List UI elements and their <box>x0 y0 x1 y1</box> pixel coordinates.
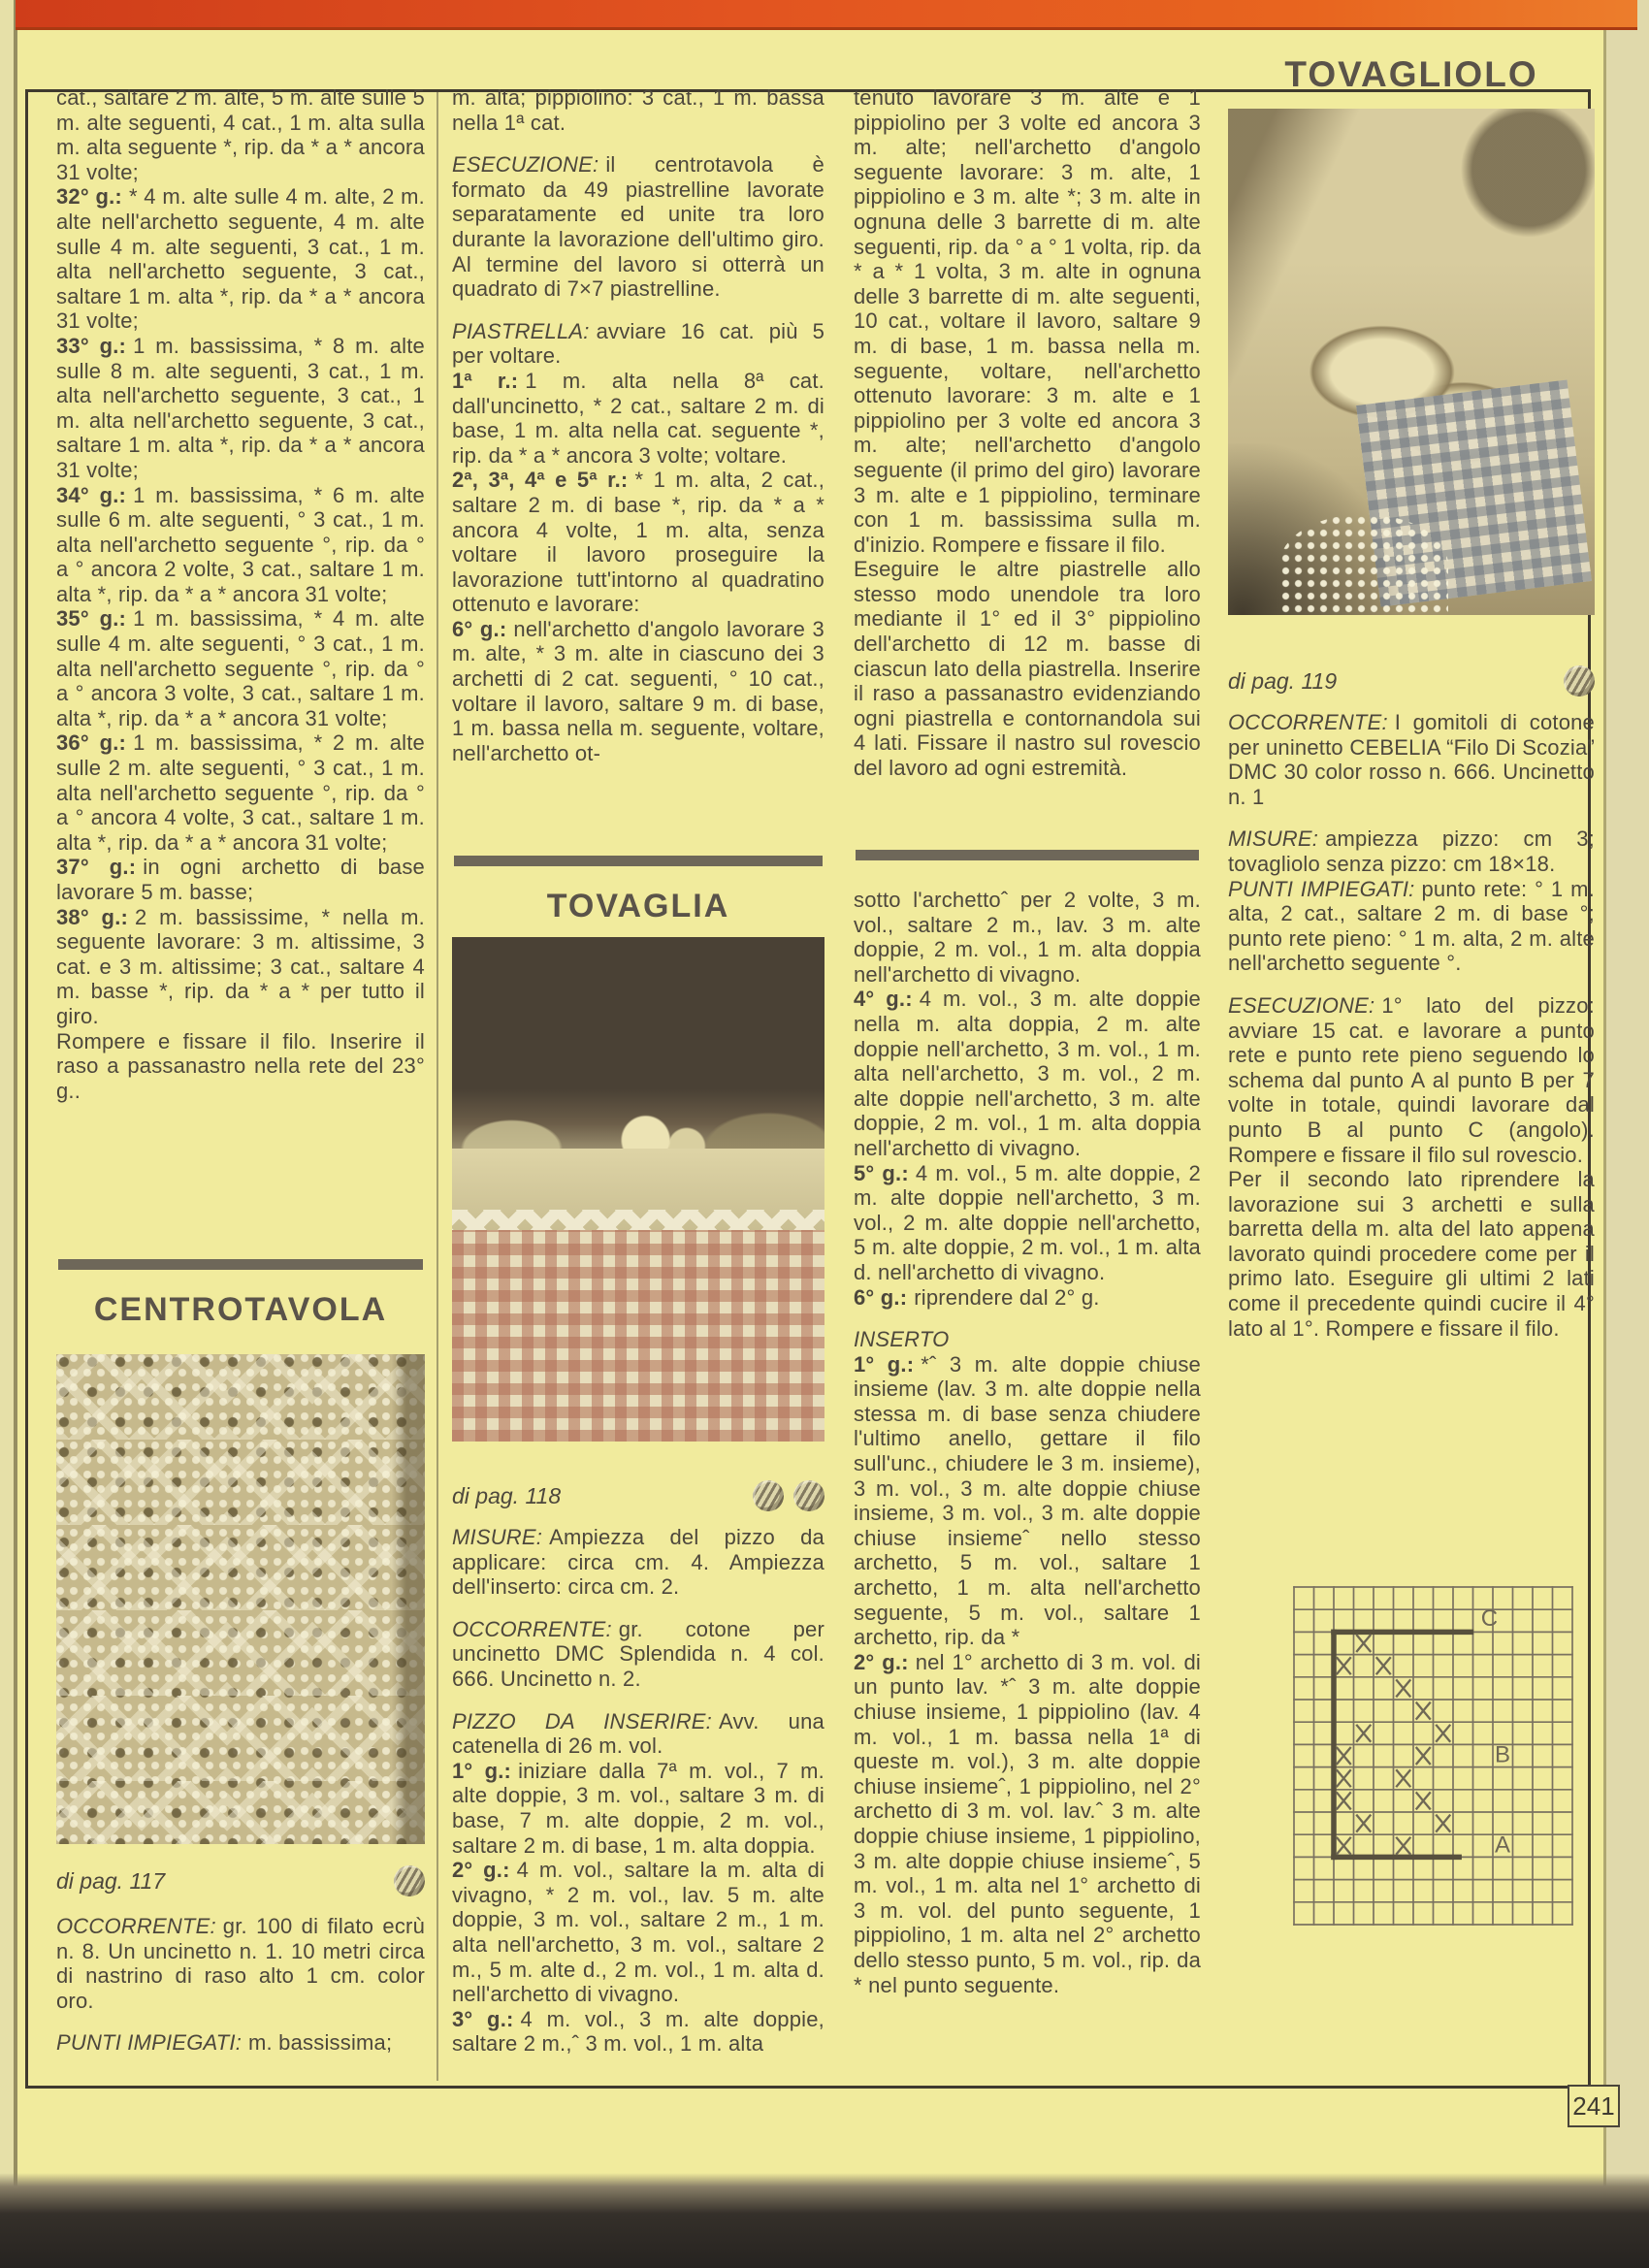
instruction-paragraph <box>56 184 425 334</box>
scan-left-edge <box>0 0 14 2268</box>
section-divider <box>58 1259 423 1270</box>
info-label: OCCORRENTE: <box>56 1914 216 1938</box>
yarn-ball-icon <box>394 1865 425 1896</box>
photo-gingham-cloth <box>452 1230 824 1442</box>
yarn-ball-icon <box>793 1480 824 1511</box>
centrotavola-info <box>56 1914 425 2056</box>
yarn-ball-icon <box>753 1480 784 1511</box>
instruction-paragraph <box>452 152 824 302</box>
instruction-paragraph <box>854 557 1201 780</box>
crochet-chart-svg <box>1292 1585 1574 1927</box>
info-label: OCCORRENTE: <box>1228 710 1388 734</box>
row-text: in ogni archetto di base lavorare 5 m. basse; <box>56 855 425 904</box>
row-label: 6° g.: <box>452 616 507 641</box>
instruction-paragraph <box>56 1029 425 1104</box>
page-reference-row <box>1228 665 1595 697</box>
row-label: 5° g.: <box>854 1160 909 1185</box>
info-label: MISURE: <box>452 1525 543 1549</box>
info-label: PUNTI IMPIEGATI: <box>1228 876 1415 901</box>
info-text: 4 m. vol., saltare la m. alta di vivagno, * 2 m. vol., lav. 5 m. alte doppie, 3 m. vol., saltare 2 m., 1 m. alta nell'archetto, 3 m. vol., saltare 2 m., 5 m. alte d., 2 m. vol., 1 m. alta d. nell'archetto di vivagno. <box>452 1858 824 2007</box>
centrotavola-lace-photo <box>56 1354 425 1844</box>
row-text: 1 m. bassissima, * 2 m. alte sulle 2 m. alte seguenti, ° 3 cat., 1 m. alta nell'archetto seguente °, rip. da ° a ° ancora 4 volte, 3 cat., saltare 1 m. alta *, rip. da * a * ancora 31 volte; <box>56 730 425 855</box>
svg-text:C: C <box>1480 1605 1499 1633</box>
info-text: Ampiezza del pizzo da applicare: circa cm. 4. Ampiezza dell'inserto: circa cm. 2. <box>452 1525 824 1600</box>
row-text: il centrotavola è formato da 49 piastrelline lavorate separatamente ed unite tra loro durante la lavorazione dell'ultimo giro. Al termine del lavoro si otterrà un quadrato di 7×7 piastrelline. <box>452 152 824 302</box>
tovagliolo-photo <box>1228 109 1595 615</box>
page-reference: di pag. 119 <box>1228 667 1338 694</box>
scan-left-line <box>14 0 17 2268</box>
row-text: nel 1° archetto di 3 m. vol. di un punto lav. *ˆ 3 m. alte doppie chiuse insieme, 1 pippiolino (lav. 4 m. vol., 1 m. bassa nella 1ª di queste m. vol.), 3 m. alte doppie chiuse insiemeˆ, 1 pippiolino, nel 2° archetto di 3 m. vol. lav.ˆ 3 m. alte doppie chiuse insieme, 1 pippiolino, 3 m. alte doppie chiuse insiemeˆ, 5 m. vol., 1 m. alta nel 1° archetto di 3 m. vol. del punto seguente, 1 pippiolino, 1 m. alta nel 2° archetto dello stesso punto, 5 m. vol., rip. da * nel punto seguente. <box>854 1649 1201 1997</box>
page-reference: di pag. 117 <box>56 1867 166 1894</box>
row-label: PIASTRELLA: <box>452 318 590 343</box>
info-text: Per il secondo lato riprendere la lavorazione sui 3 archetti e sulla barretta della m. alta del lato appena lavorato quindi procedere come per il primo lato. Eseguire gli ultimi 2 lati come il precedente quindi cucire il 4° lato al 1°. Rompere e fissare il filo. <box>1228 1167 1595 1341</box>
row-text: Rompere e fissare il filo. Inserire il raso a passanastro nella rete del 23° g.. <box>56 1028 425 1103</box>
row-label: 33° g.: <box>56 333 127 358</box>
info-paragraph <box>1228 826 1595 876</box>
scan-top-strip <box>16 0 1637 30</box>
instruction-paragraph <box>56 855 425 904</box>
row-text: 1 m. alta nella 8ª cat. dall'uncinetto, * 2 cat., saltare 2 m. di base, 1 m. alta nella cat. seguente *, rip. da * a * ancora 3 volte; voltare. <box>452 368 824 468</box>
row-text: * 4 m. alte sulle 4 m. alte, 2 m. alte nell'archetto seguente, 4 m. alte sulle 4 m. alte seguenti, 3 cat., 1 m. alta nell'archetto seguente, 3 cat., saltare 1 m. alta *, rip. da * a * ancora 31 volte; <box>56 184 425 334</box>
info-paragraph <box>452 1858 824 2007</box>
info-text: gr. 100 di filato ecrù n. 8. Un uncinetto n. 1. 10 metri circa di nastrino di raso alto 1 cm. color oro. <box>56 1914 425 2013</box>
instruction-paragraph <box>452 319 824 369</box>
instruction-paragraph <box>56 483 425 607</box>
row-text: 4 m. vol., 3 m. alte doppie nella m. alta doppia, 2 m. alte doppie nell'archetto, 3 m. vol., 1 m. alta nell'archetto, 3 m. vol., 2 m. alte doppie nell'archetto, 3 m. alte doppie, 2 m. vol., 1 m. alta doppia nell'archetto di vivagno. <box>854 987 1201 1160</box>
column-3 <box>854 85 1201 1997</box>
row-label: 6° g.: <box>854 1284 908 1310</box>
column-rule <box>436 92 438 2081</box>
section-title-centrotavola: CENTROTAVOLA <box>93 1291 388 1328</box>
instruction-paragraph <box>56 334 425 483</box>
instruction-paragraph <box>854 1161 1201 1285</box>
info-text: gr. cotone per uncinetto DMC Splendida n. 4 col. 666. Uncinetto n. 2. <box>452 1616 824 1691</box>
info-paragraph <box>56 1914 425 2013</box>
row-label: 1ª r.: <box>452 368 519 393</box>
instruction-paragraph <box>854 85 1201 557</box>
row-text: tenuto lavorare 3 m. alte e 1 pippiolino per 3 volte ed ancora 3 m. alte; nell'archetto d'angolo seguente lavorare: 3 m. alte, 1 pippiolino e 3 m. alte *; 3 m. alte in ognuna delle 3 barrette di m. alte seguenti, rip. da ° a ° 1 volta, rip. da * a * 1 volta, 3 m. alte in ognuna delle 3 barrette di m. alte seguenti, 10 cat., voltare il lavoro, saltare 9 m. di base, 1 m. bassa nella m. seguente, voltare, nell'archetto ottenuto lavorare: 3 m. alte e 1 pippiolino per 3 volte ed ancora 3 m. alte; nell'archetto d'angolo seguente (il primo del giro) lavorare 3 m. alte e 1 pippiolino, terminare con 1 m. bassissima sulla m. d'inizio. Rompere e fissare il filo. <box>854 85 1201 557</box>
page-reference-row <box>56 1865 425 1896</box>
info-paragraph <box>452 2007 824 2057</box>
instruction-paragraph <box>854 888 1201 987</box>
row-text: INSERTO <box>854 1327 950 1352</box>
row-text: nell'archetto d'angolo lavorare 3 m. alte, * 3 m. alte in ciascuno dei 3 archetti di 2 cat. seguenti, ° 10 cat., voltare il lavoro, saltare 9 m. di base, 1 m. bassa nella m. seguente, voltare, nell'archetto ot- <box>452 616 824 765</box>
crochet-chart <box>1292 1585 1574 1931</box>
instruction-paragraph <box>56 85 425 184</box>
photo-dark-background <box>452 937 824 1149</box>
info-label: OCCORRENTE: <box>452 1616 612 1641</box>
info-label: 3° g.: <box>452 2006 514 2031</box>
section-divider <box>454 856 823 866</box>
page-reference-row <box>452 1480 824 1511</box>
info-label: ESECUZIONE: <box>1228 992 1375 1018</box>
info-paragraph <box>1228 993 1595 1167</box>
info-paragraph <box>1228 1167 1595 1341</box>
info-paragraph <box>452 1617 824 1692</box>
tovaglia-continuation <box>854 888 1201 1997</box>
row-text: avviare 16 cat. più 5 per voltare. <box>452 318 824 369</box>
instruction-paragraph <box>452 468 824 617</box>
tovaglia-info <box>452 1525 824 2057</box>
row-text: riprendere dal 2° g. <box>914 1284 1100 1310</box>
instruction-paragraph <box>56 730 425 855</box>
scan-right-edge <box>1606 0 1649 2268</box>
instruction-paragraph <box>854 1285 1201 1311</box>
page-number: 241 <box>1568 2085 1620 2127</box>
info-text: iniziare dalla 7ª m. vol., 7 m. alte doppie, 3 m. vol., saltare 3 m. di base, 7 m. alte doppie, 2 m. vol., saltare 2 m. di base, 1 m. alta doppia. <box>452 1758 824 1858</box>
instruction-paragraph <box>56 905 425 1029</box>
row-text: Eseguire le altre piastrelle allo stesso modo unendole tra loro mediante il 1° ed il 3° pippiolino dell'archetto di 12 m. basse di ciascun lato della piastrella. Inserire il raso a passanastro evidenziando ogni piastrella e contornandola sui 4 lati. Fissare il nastro sul rovescio del lavoro ad ogni estremità. <box>854 557 1201 781</box>
row-text: * 1 m. alta, 2 cat., saltare 2 m. di base *, rip. da * a * ancora 4 volte, 1 m. alta, senza voltare il lavoro proseguire la lavorazione tutt'intorno al quadratino ottenuto e lavorare: <box>452 468 824 617</box>
row-label: 37° g.: <box>56 855 137 880</box>
row-label: 35° g.: <box>56 606 127 632</box>
info-text: ampiezza pizzo: cm 3; tovagliolo senza pizzo: cm 18×18. <box>1228 826 1595 876</box>
row-label: 38° g.: <box>56 904 129 929</box>
info-label: 2° g.: <box>452 1858 510 1883</box>
instruction-paragraph <box>452 369 824 468</box>
instruction-paragraph <box>854 1650 1201 1997</box>
row-label: 1° g.: <box>854 1351 915 1377</box>
info-paragraph <box>1228 877 1595 976</box>
piastrella-continuation <box>854 85 1201 842</box>
row-label: 4° g.: <box>854 987 913 1012</box>
row-text: 4 m. vol., 5 m. alte doppie, 2 m. alte doppie nell'archetto, 3 m. vol., 2 m. alte doppie nell'archetto, 5 m. alte doppie, 2 m. vol., 1 m. alta d. nell'archetto di vivagno. <box>854 1160 1201 1284</box>
info-label: MISURE: <box>1228 826 1319 852</box>
svg-text:A: A <box>1495 1831 1511 1859</box>
instruction-paragraph <box>452 617 824 766</box>
row-label: 32° g.: <box>56 184 122 210</box>
scan-bottom-shadow <box>0 2173 1649 2268</box>
info-paragraph <box>452 1709 824 1759</box>
info-label: PUNTI IMPIEGATI: <box>56 2030 242 2056</box>
row-label: 2° g.: <box>854 1649 909 1674</box>
info-text: I gomitoli di cotone per uninetto CEBELIA “Filo Di Scozia” DMC 30 color rosso n. 666. Uncinetto n. 1 <box>1228 710 1595 809</box>
info-text: Avv. una catenella di 26 m. vol. <box>452 1708 824 1759</box>
page-reference: di pag. 118 <box>452 1482 562 1508</box>
row-text: 1 m. bassissima, * 6 m. alte sulle 6 m. alte seguenti, ° 3 cat., 1 m. alta nell'archetto seguente °, rip. da ° a ° ancora 2 volte, 3 cat., saltare 1 m. alta *, rip. da * a * ancora 31 volte; <box>56 482 425 606</box>
info-text: punto rete: ° 1 m. alta, 2 cat., saltare 2 m. di base °; punto rete pieno: ° 1 m. alta, 2 m. alte nell'archetto seguente °. <box>1228 876 1595 976</box>
row-label: 2ª, 3ª, 4ª e 5ª r.: <box>452 468 629 493</box>
info-paragraph <box>56 2030 425 2056</box>
yarn-ball-icon <box>1564 665 1595 697</box>
row-text: cat., saltare 2 m. alte, 5 m. alte sulle 5 m. alte seguenti, 4 cat., 1 m. alta sulla m. alta seguente *, rip. da * a * ancora 31 volte; <box>56 85 425 184</box>
info-label: PIZZO DA INSERIRE: <box>452 1708 712 1733</box>
column-4 <box>1228 54 1595 1341</box>
section-title-tovaglia: TOVAGLIA <box>546 888 730 924</box>
row-text: 2 m. bassissime, * nella m. seguente lavorare: 3 m. altissime, 3 cat. e 3 m. altissime; 3 cat., saltare 4 m. basse *, rip. da * a * per tutto il giro. <box>56 904 425 1028</box>
info-text: 4 m. vol., 3 m. alte doppie, saltare 2 m.,ˆ 3 m. vol., 1 m. alta <box>452 2006 824 2057</box>
instruction-paragraph <box>452 85 824 135</box>
svg-text:B: B <box>1495 1741 1511 1768</box>
column-2 <box>452 85 824 2057</box>
section-divider <box>856 850 1199 860</box>
section-title-tovagliolo: TOVAGLIOLO <box>1284 54 1538 94</box>
column-1 <box>56 85 425 2056</box>
row-text: m. alta; pippiolino: 3 cat., 1 m. bassa nella 1ª cat. <box>452 85 824 135</box>
info-paragraph <box>452 1759 824 1858</box>
info-text: 1° lato del pizzo: avviare 15 cat. e lavorare a punto rete e punto rete pieno seguendo lo schema dal punto A al punto B per 7 volte in totale, quindi lavorare dal punto B al punto C (angolo). Rompere e fissare il filo sul rovescio. <box>1228 992 1595 1167</box>
instruction-paragraph <box>56 606 425 730</box>
row-text: 1 m. bassissima, * 4 m. alte sulle 4 m. alte seguenti, ° 3 cat., 1 m. alta nell'archetto seguente °, rip. da ° a ° ancora 3 volte, 3 cat., saltare 1 m. alta *, rip. da * a * ancora 31 volte; <box>56 606 425 730</box>
info-text: m. bassissima; <box>248 2030 393 2056</box>
row-label: ESECUZIONE: <box>452 152 599 178</box>
row-text: sotto l'archettoˆ per 2 volte, 3 m. vol., saltare 2 m., lav. 3 m. alte doppie, 2 m. vol., 1 m. alta doppia nell'archetto di vivagno. <box>854 888 1201 987</box>
instructions-piastrella <box>452 85 824 848</box>
info-paragraph <box>452 1525 824 1600</box>
row-text: 1 m. bassissima, * 8 m. alte sulle 8 m. alte seguenti, 3 cat., 1 m. alta nell'archetto seguente, 3 cat., 1 m. alta nell'archetto seguente, 3 cat., saltare 1 m. alta *, rip. da * a * ancora 31 volte; <box>56 333 425 482</box>
info-label: 1° g.: <box>452 1758 512 1783</box>
instructions-centrotavola-rows <box>56 85 425 1251</box>
info-paragraph <box>1228 710 1595 809</box>
row-text: *ˆ 3 m. alte doppie chiuse insieme (lav. 3 m. alte doppie nella stessa m. di base senza chiudere l'ultimo anello, gettare il filo sull'unc., chiudere le 3 m. insieme), 3 m. vol., 3 m. alte doppie chiuse insieme, 3 m. vol., 3 m. alte doppie chiuse insiemeˆ nello stesso archetto, 5 m. vol., saltare 1 archetto, 1 m. alta nell'archetto seguente, 5 m. vol., saltare 1 archetto, rip. da * <box>854 1351 1201 1650</box>
instruction-paragraph <box>854 987 1201 1160</box>
row-label: 36° g.: <box>56 730 127 756</box>
instruction-paragraph <box>854 1327 1201 1352</box>
tovagliolo-info <box>1228 710 1595 1341</box>
row-label: 34° g.: <box>56 482 127 507</box>
tovaglia-photo <box>452 937 824 1442</box>
photo-lace-doily <box>1279 514 1448 615</box>
instruction-paragraph <box>854 1352 1201 1650</box>
